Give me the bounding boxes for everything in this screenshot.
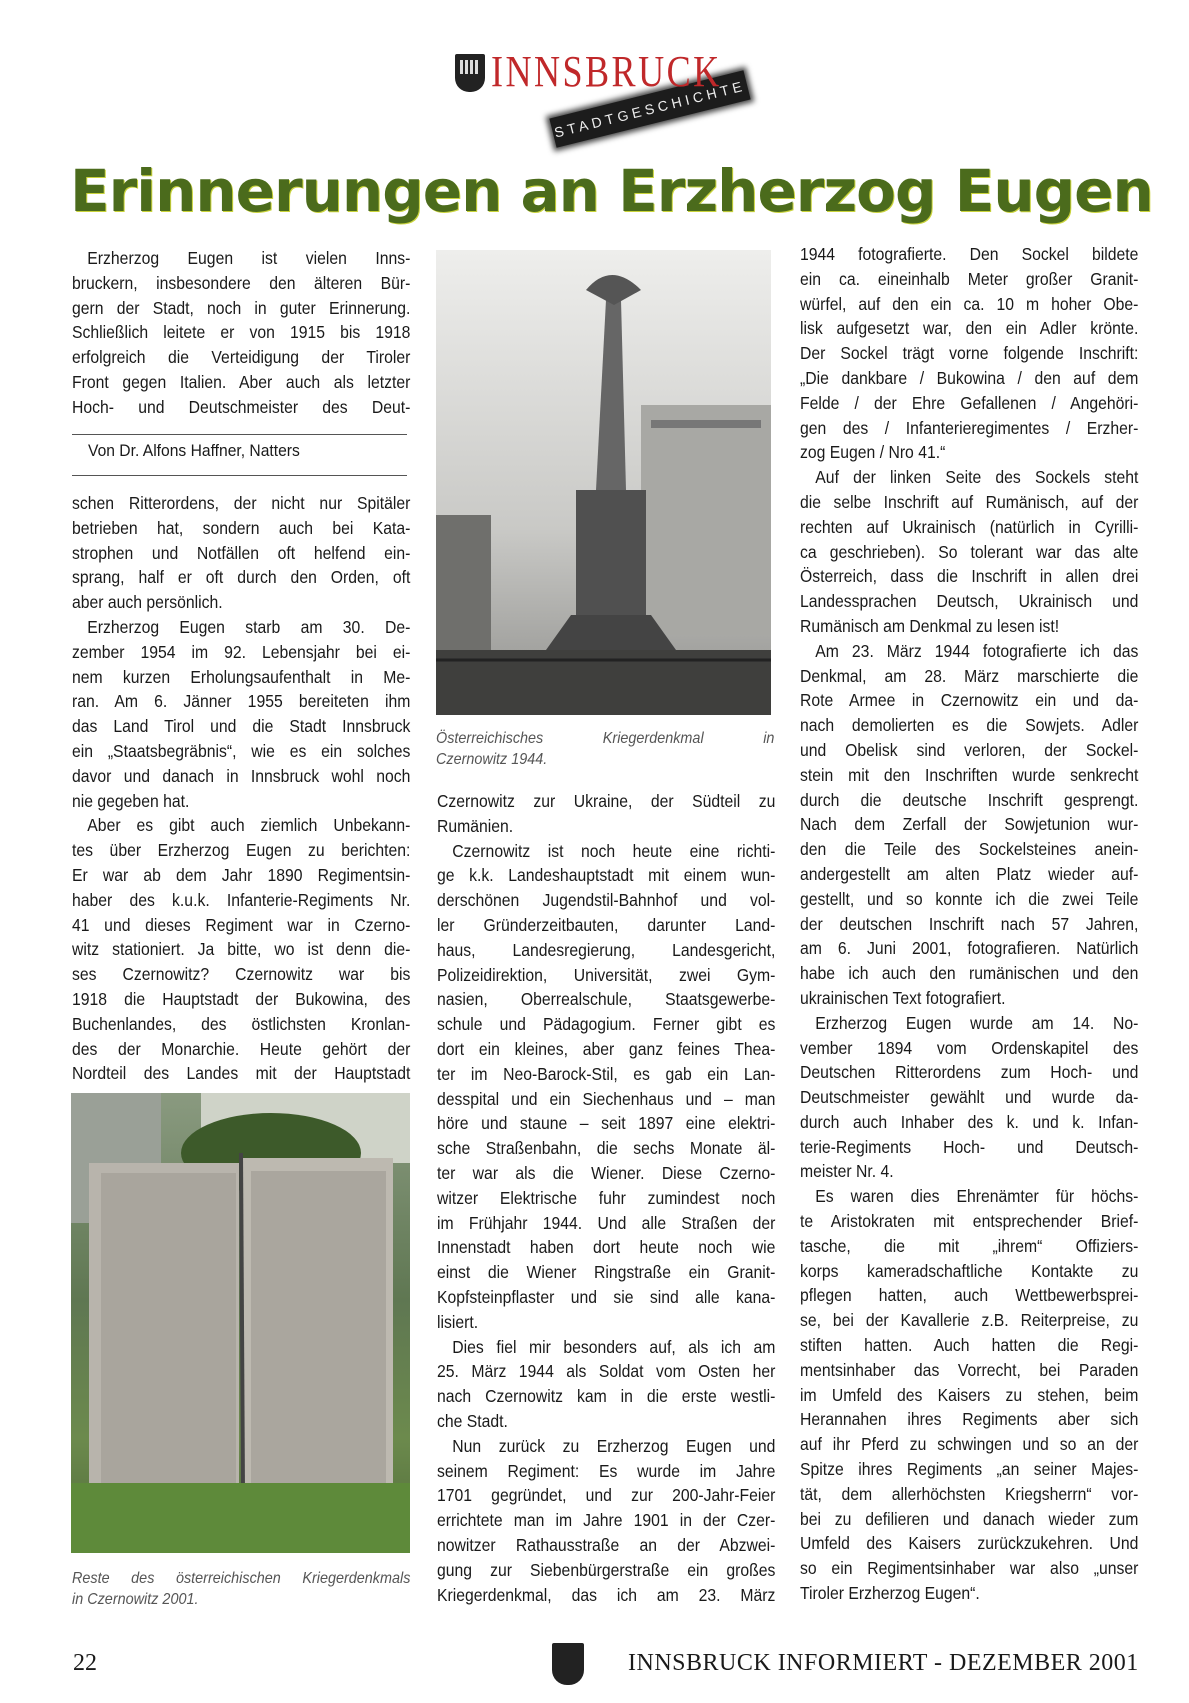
text-line: am 6. Juni 2001, fotografieren. Natürlich — [800, 938, 1139, 959]
text-line: se, bei der Kavallerie z.B. Reiterpreise, zu — [800, 1310, 1139, 1331]
paragraph — [800, 465, 1138, 639]
text-line: haber des k.u.k. Infanterie-Regiments Nr. — [72, 889, 411, 910]
text-line: Hoch- und Deutschmeister des Deut- — [72, 396, 411, 417]
coat-of-arms-icon — [552, 1643, 584, 1685]
text-line: pflegen hatten, auch Wettbewerbsprei- — [800, 1285, 1139, 1306]
text-line: Czernowitz ist noch heute eine richti- — [452, 840, 776, 861]
text-line: ge k.k. Landeshauptstadt mit einem wun- — [437, 865, 776, 886]
text-line: ran. Am 6. Jänner 1955 bereiteten ihm — [72, 691, 411, 712]
text-line: Buchenlandes, des östlichsten Kronlan- — [72, 1013, 411, 1034]
text-line: witzer Elektrische fuhr zumindest noch — [437, 1187, 776, 1208]
monument-ruins-image — [71, 1093, 410, 1553]
text-line: „Die dankbare / Bukowina / den auf dem — [800, 367, 1139, 388]
text-line: mentsinhaber das Vorrecht, bei Paraden — [800, 1359, 1139, 1380]
text-line: Dies fiel mir besonders auf, als ich am — [452, 1336, 776, 1357]
text-line: Rumänien. — [437, 815, 514, 836]
text-line: dort ein kleines, aber ganz feines Thea- — [437, 1038, 776, 1059]
text-line: würfel, auf den ein ca. 10 m hoher Obe- — [800, 293, 1139, 314]
text-line: und Obelisk sind verloren, der Sockel- — [800, 739, 1139, 760]
text-line: 41 und dieses Regiment war in Czerno- — [72, 914, 411, 935]
byline-rule-top — [72, 434, 407, 435]
text-line: Kopfsteinpflaster und sie sind alle kana- — [437, 1286, 776, 1307]
text-line: Erzherzog Eugen ist vielen Inns- — [87, 248, 411, 268]
text-line: davor und danach in Innsbruck wohl noch — [72, 765, 411, 786]
text-line: der deutschen Inschrift nach 57 Jahren, — [800, 913, 1139, 934]
text-line: aber auch persönlich. — [72, 592, 223, 613]
text-line: Innenstadt haben dort heute noch wie — [437, 1237, 776, 1258]
text-line: Umfeld des Kaisers zurückzukehren. Und — [800, 1533, 1139, 1554]
caption-photo-1944 — [436, 728, 774, 770]
text-line: ter im Neo-Barock-Stil, es gab ein Lan- — [437, 1063, 776, 1084]
text-line: andergestellt am alten Platz wieder auf- — [800, 863, 1139, 884]
caption-line: Reste des österreichischen Kriegerdenkmals — [72, 1570, 411, 1587]
text-line: tät, dem allerhöchsten Kriegsherrn“ vor- — [800, 1483, 1139, 1504]
paragraph — [72, 813, 410, 1086]
paragraph — [72, 615, 410, 813]
paragraph — [72, 491, 410, 615]
text-line: ses Czernowitz? Czernowitz war bis — [72, 964, 411, 985]
text-line: ter war als die Wiener. Diese Czerno- — [437, 1162, 776, 1183]
text-line: Der Sockel trägt vorne folgende Inschrift: — [800, 343, 1139, 364]
text-line: strophen und Notfällen oft helfend ein- — [72, 542, 411, 563]
text-line: auf ihr Pferd zu schwingen und so an der — [800, 1434, 1139, 1455]
text-line: nach Czernowitz kam in die erste westli- — [437, 1386, 776, 1407]
text-line: Deutschen Ritterordens zum Hoch- und — [800, 1062, 1139, 1083]
text-line: Rumänisch am Denkmal zu lesen ist! — [800, 615, 1060, 636]
text-line: so ein Regimentsinhaber war also „unser — [800, 1558, 1139, 1579]
text-line: stein mit den Inschriften wurde senkrecht — [800, 764, 1139, 785]
text-line: Herannahen ihres Regiments aber sich — [800, 1409, 1139, 1430]
text-line: Am 23. März 1944 fotografierte ich das — [815, 640, 1139, 661]
text-line: im Frühjahr 1944. Und alle Straßen der — [437, 1212, 776, 1233]
author-byline: Von Dr. Alfons Haffner, Natters — [88, 441, 300, 460]
text-line: Spitze ihres Regiments „an seiner Majes- — [800, 1459, 1139, 1480]
paragraph — [800, 242, 1138, 465]
text-line: che Stadt. — [437, 1410, 508, 1431]
text-line: gung zur Siebenbürgerstraße ein großes — [437, 1559, 776, 1580]
text-line: das Land Tirol und die Stadt Innsbruck — [72, 716, 411, 737]
paragraph — [437, 839, 775, 1335]
text-line: errichtete man im Jahre 1901 in der Czer- — [437, 1510, 776, 1531]
text-line: derschönen Jugendstil-Bahnhof und vol- — [437, 890, 776, 911]
text-line: zember 1954 im 92. Lebensjahr bei ei- — [72, 641, 411, 662]
text-line: Nordteil des Landes mit der Hauptstadt — [72, 1063, 411, 1084]
text-line: lisk aufgesetzt war, den ein Adler krönte. — [800, 318, 1139, 339]
text-line: gern der Stadt, noch in guter Erinnerung. — [72, 297, 411, 318]
text-line: Kriegerdenkmal, das ich am 23. März — [437, 1584, 776, 1605]
text-line: Polizeidirektion, Universität, zwei Gym- — [437, 964, 776, 985]
text-line: Österreich, dass die Inschrift in allen drei — [800, 566, 1139, 587]
paragraph — [800, 1184, 1138, 1606]
text-line: ca geschrieben). So tolerant war das alte — [800, 541, 1139, 562]
publication-footer: INNSBRUCK INFORMIERT - DEZEMBER 2001 — [628, 1650, 1139, 1676]
text-line: rechten auf Ukrainisch (natürlich in Cyrilli- — [800, 516, 1139, 537]
caption-line: Czernowitz 1944. — [436, 751, 548, 768]
text-line: betrieben hat, sondern auch bei Kata- — [72, 517, 411, 538]
text-line: tasche, die mit „ihrem“ Offiziers- — [800, 1235, 1139, 1256]
text-line: nem kurzen Erholungsaufenthalt in Me- — [72, 666, 411, 687]
text-line: terie-Regiments Hoch- und Deutsch- — [800, 1136, 1139, 1157]
text-line: durch auch Inhaber des k. und k. Infan- — [800, 1111, 1139, 1132]
caption-line: Österreichisches Kriegerdenkmal in — [436, 730, 775, 747]
text-line: Er war ab dem Jahr 1890 Regimentsin- — [72, 864, 411, 885]
logo-subtitle: STADTGESCHICHTE — [549, 70, 750, 147]
text-line: durch die deutsche Inschrift gesprengt. — [800, 789, 1139, 810]
text-line: Denkmal, am 28. März marschierte die — [800, 665, 1139, 686]
column-2-body — [437, 789, 775, 1607]
text-line: Erzherzog Eugen wurde am 14. No- — [815, 1012, 1139, 1033]
text-line: des der Monarchie. Heute gehört der — [72, 1038, 411, 1059]
text-line: höre und staune – seit 1897 eine elektri- — [437, 1113, 776, 1134]
text-line: bei zu defilieren und danach wieder zum — [800, 1508, 1139, 1529]
text-line: einst die Wiener Ringstraße ein Granit- — [437, 1262, 776, 1283]
text-line: 1701 gegründet, und zur 200-Jahr-Feier — [437, 1485, 776, 1506]
text-line: nach demolierten es die Sowjets. Adler — [800, 715, 1139, 736]
monument-obelisk-image — [436, 250, 771, 715]
caption-photo-2001 — [72, 1568, 410, 1610]
text-line: Auf der linken Seite des Sockels steht — [815, 467, 1139, 488]
text-line: habe ich auch den rumänischen und den — [800, 963, 1139, 984]
text-line: Schließlich leitete er von 1915 bis 1918 — [72, 322, 411, 343]
innsbruck-logo — [455, 46, 765, 146]
text-line: Aber es gibt auch ziemlich Unbekann- — [87, 815, 411, 836]
text-line: 1918 die Hauptstadt der Bukowina, des — [72, 988, 411, 1009]
text-line: nasien, Oberrealschule, Staatsgewerbe- — [437, 989, 776, 1010]
column-1-body — [72, 491, 410, 1086]
text-line: schen Ritterordens, der nicht nur Spitäler — [72, 493, 411, 513]
text-line: haus, Landesregierung, Landesgericht, — [437, 939, 776, 960]
photo-monument-2001 — [71, 1093, 410, 1553]
text-line: te Aristokraten mit entsprechender Brief- — [800, 1211, 1139, 1232]
text-line: nowitzer Rathausstraße an der Abzwei- — [437, 1534, 776, 1555]
text-line: Nach dem Zerfall der Sowjetunion wur- — [800, 814, 1139, 835]
text-line: schule und Pädagogium. Ferner gibt es — [437, 1014, 776, 1035]
paragraph — [437, 1434, 775, 1608]
text-line: ukrainischen Text fotografiert. — [800, 987, 1006, 1008]
coat-of-arms-icon — [455, 54, 485, 92]
text-line: Nun zurück zu Erzherzog Eugen und — [452, 1435, 776, 1456]
text-line: im Umfeld des Kaisers zu stehen, beim — [800, 1384, 1139, 1405]
text-line: vember 1894 vom Ordenskapitel des — [800, 1037, 1139, 1058]
article-title: Erinnerungen an Erzherzog Eugen — [70, 157, 1153, 225]
text-line: ein „Staatsbegräbnis“, wie es ein solches — [72, 740, 411, 761]
column-1-intro — [72, 246, 410, 420]
logo-wordmark: INNSBRUCK — [491, 47, 722, 96]
text-line: desspital und ein Siechenhaus und – man — [437, 1088, 776, 1109]
text-line: Tiroler Erzherzog Eugen“. — [800, 1583, 980, 1604]
text-line: meister Nr. 4. — [800, 1161, 894, 1182]
text-line: Landessprachen Deutsch, Ukrainisch und — [800, 591, 1139, 612]
text-line: Front gegen Italien. Aber auch als letzter — [72, 371, 411, 392]
text-line: sprang, half er oft durch den Orden, oft — [72, 567, 411, 588]
text-line: seinem Regiment: Es wurde im Jahre — [437, 1460, 776, 1481]
text-line: 1944 fotografierte. Den Sockel bildete — [800, 244, 1139, 264]
text-line: sche Straßenbahn, die sechs Monate äl- — [437, 1138, 776, 1159]
text-line: bruckern, insbesondere den älteren Bür- — [72, 272, 411, 293]
text-line: zog Eugen / Nro 41.“ — [800, 442, 946, 463]
text-line: ler Gründerzeitbauten, darunter Land- — [437, 914, 776, 935]
text-line: den die Teile des Sockelsteines anein- — [800, 839, 1139, 860]
text-line: Rote Armee in Czernowitz ein und da- — [800, 690, 1139, 711]
paragraph — [800, 1011, 1138, 1185]
column-3-body — [800, 242, 1138, 1606]
text-line: stiften hatten. Auch hatten die Regi- — [800, 1335, 1139, 1356]
text-line: gen des / Infanterieregimentes / Erzher- — [800, 417, 1139, 438]
text-line: nie gegeben hat. — [72, 790, 190, 811]
paragraph — [437, 789, 775, 839]
text-line: tes über Erzherzog Eugen zu berichten: — [72, 840, 411, 861]
text-line: die selbe Inschrift auf Rumänisch, auf der — [800, 491, 1139, 512]
text-line: witz stationiert. Ja bitte, wo ist denn die- — [72, 939, 411, 960]
page-number: 22 — [73, 1650, 97, 1676]
text-line: korps kameradschaftliche Kontakte zu — [800, 1260, 1139, 1281]
paragraph — [437, 1335, 775, 1434]
photo-monument-1944 — [436, 250, 771, 715]
text-line: erfolgreich die Verteidigung der Tiroler — [72, 347, 411, 368]
caption-line: in Czernowitz 2001. — [72, 1591, 199, 1608]
text-line: Czernowitz zur Ukraine, der Südteil zu — [437, 791, 776, 811]
text-line: Es waren dies Ehrenämter für höchs- — [815, 1186, 1139, 1207]
paragraph — [72, 246, 410, 420]
text-line: Erzherzog Eugen starb am 30. De- — [87, 616, 411, 637]
text-line: ein ca. eineinhalb Meter großer Granit- — [800, 268, 1139, 289]
text-line: lisiert. — [437, 1311, 479, 1332]
byline-rule-bottom — [72, 475, 407, 476]
paragraph — [800, 639, 1138, 1011]
text-line: 25. März 1944 als Soldat vom Osten her — [437, 1361, 776, 1382]
text-line: Deutschmeister gewählt und wurde da- — [800, 1087, 1139, 1108]
text-line: Felde / der Ehre Gefallenen / Angehöri- — [800, 392, 1139, 413]
text-line: gestellt, und so konnte ich die zwei Teile — [800, 888, 1139, 909]
